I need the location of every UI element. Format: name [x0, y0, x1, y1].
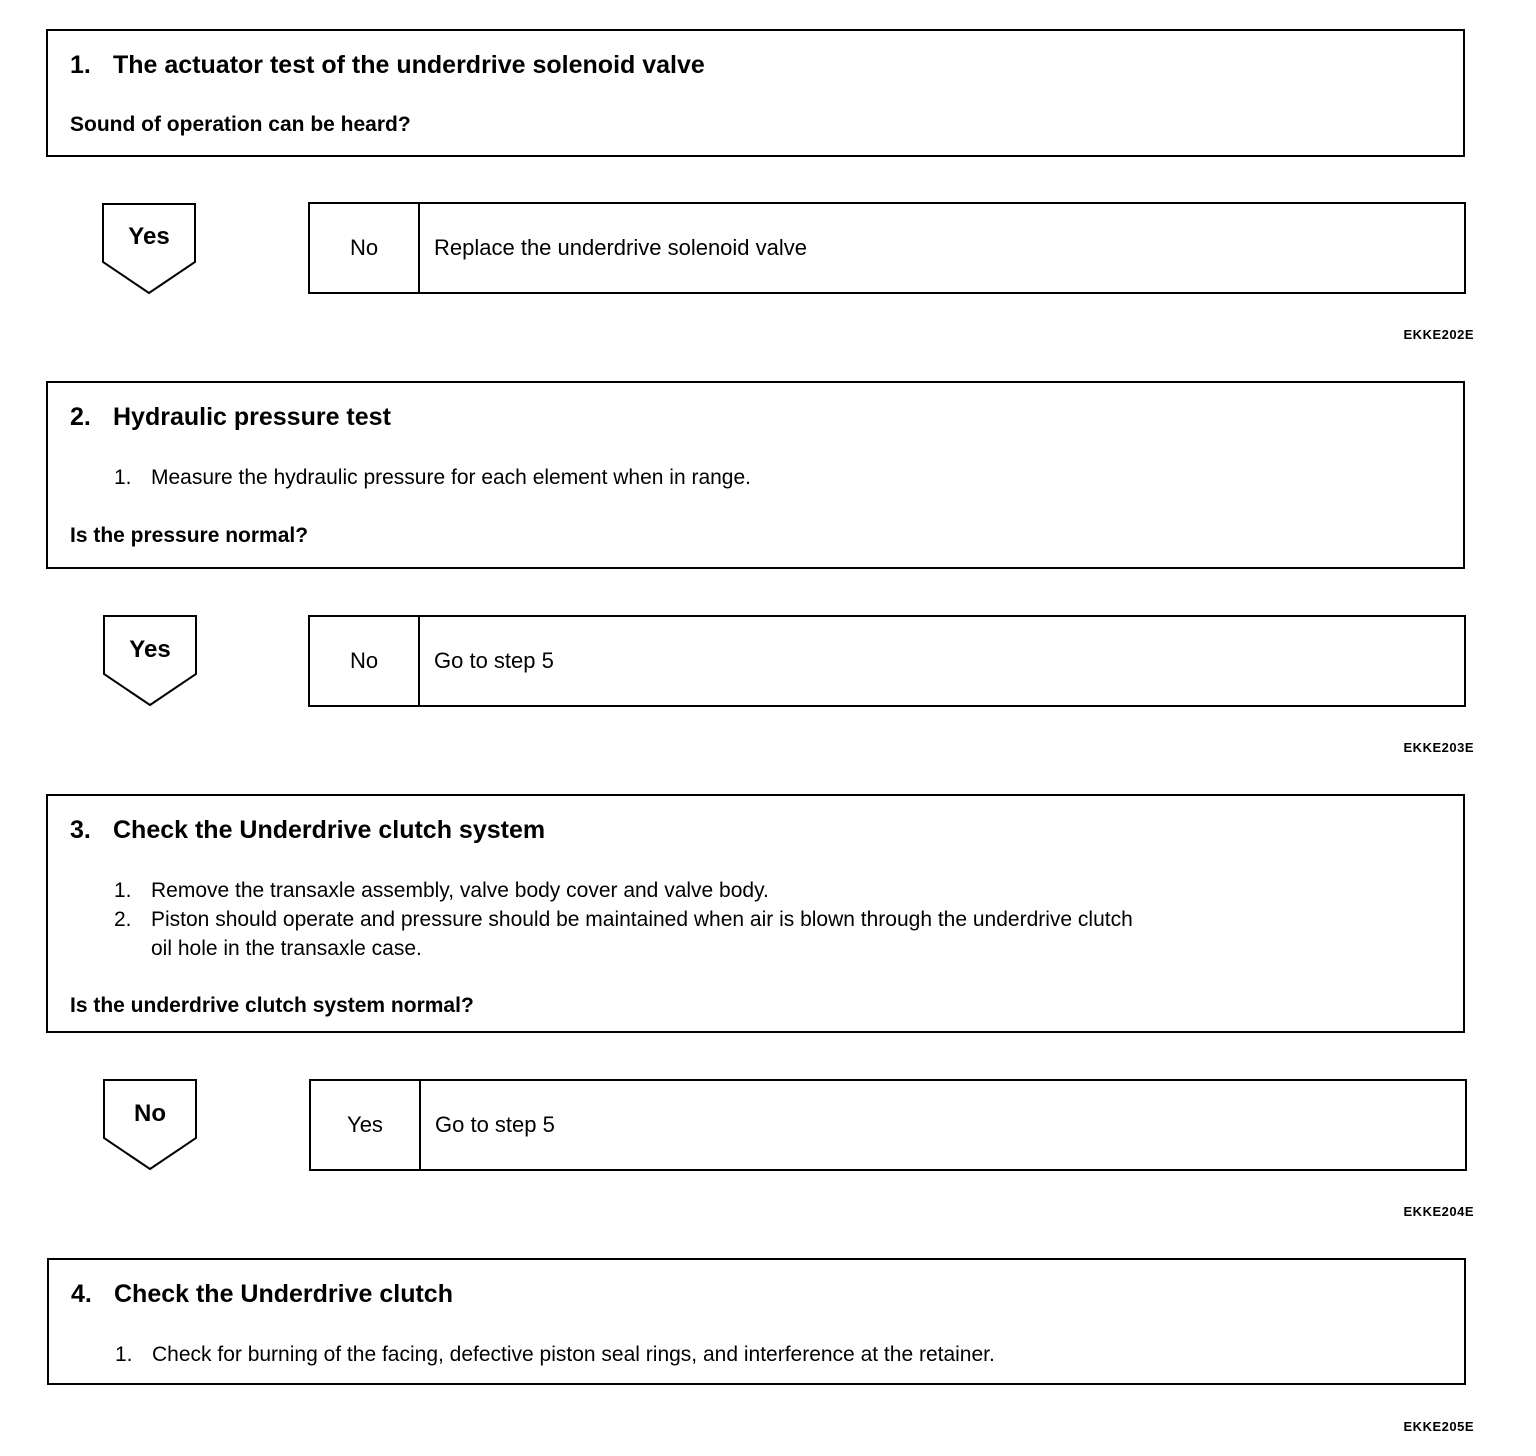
step-2-list	[114, 463, 751, 492]
step-2-pass-label: Yes	[129, 636, 171, 663]
step-2-fail-label: No	[310, 617, 420, 705]
step-2-fail-action: Go to step 5	[434, 648, 554, 673]
step-3-fail-branch	[309, 1079, 1467, 1171]
step-1-title: 1. The actuator test of the underdrive solenoid valve	[70, 51, 705, 79]
step-3-box	[46, 794, 1465, 1033]
step-4-item-1: 1. Check for burning of the facing, defective piston seal rings, and interference at the retainer.	[115, 1343, 995, 1366]
step-1-fail-label: No	[310, 204, 420, 292]
step-3-fail-label: Yes	[311, 1081, 421, 1169]
step-3-pass-label: No	[134, 1100, 166, 1127]
step-3-figure-code: EKKE204E	[1403, 1204, 1474, 1219]
step-1-fail-branch	[308, 202, 1466, 294]
step-2-question: Is the pressure normal?	[70, 524, 309, 547]
step-3-item-1: 1. Remove the transaxle assembly, valve body cover and valve body.	[114, 879, 769, 902]
step-2-title: 2. Hydraulic pressure test	[70, 403, 391, 431]
step-2-box	[46, 381, 1465, 569]
step-4-list	[115, 1340, 995, 1369]
step-4-box	[47, 1258, 1466, 1385]
step-3-title: 3. Check the Underdrive clutch system	[70, 816, 546, 844]
step-4-figure-code: EKKE205E	[1403, 1419, 1474, 1434]
step-1-fail-action: Replace the underdrive solenoid valve	[434, 235, 808, 260]
step-3-fail-action: Go to step 5	[435, 1112, 555, 1137]
step-2-figure-code: EKKE203E	[1403, 740, 1474, 755]
step-1-box	[46, 29, 1465, 157]
step-1-question: Sound of operation can be heard?	[70, 113, 411, 136]
step-1-figure-code: EKKE202E	[1403, 327, 1474, 342]
step-1-pass-label: Yes	[128, 223, 170, 250]
step-3-item-2: 2. Piston should operate and pressure should be maintained when air is blown through the underdrive clutch oil hole in the transaxle case.	[114, 908, 1133, 960]
step-2-item-1: 1. Measure the hydraulic pressure for each element when in range.	[114, 466, 751, 489]
step-3-question: Is the underdrive clutch system normal?	[70, 994, 474, 1017]
step-2-fail-branch	[308, 615, 1466, 707]
step-3-list	[114, 876, 1133, 963]
step-4-title: 4. Check the Underdrive clutch	[71, 1280, 453, 1308]
